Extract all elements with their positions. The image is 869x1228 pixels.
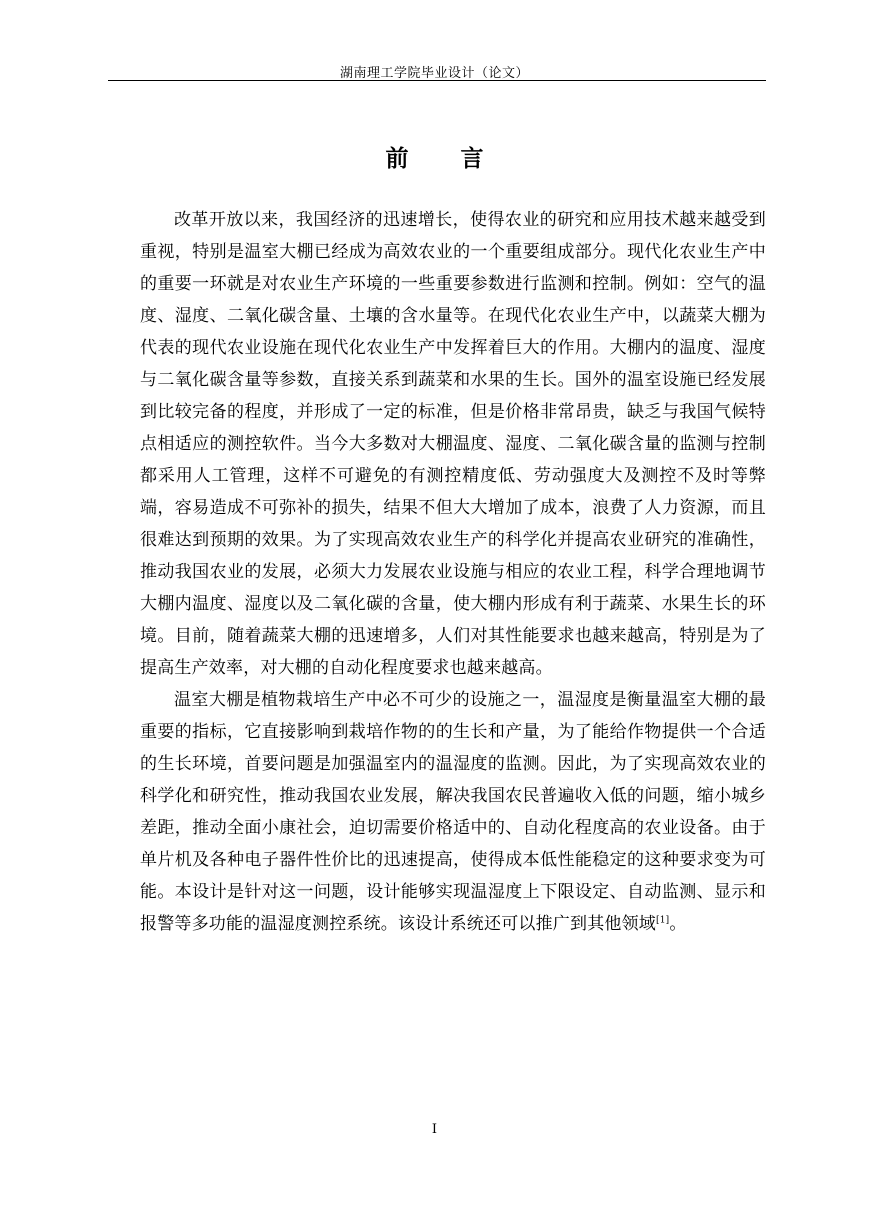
citation-ref: [1] <box>656 915 670 926</box>
header-divider <box>108 80 766 81</box>
running-header: 湖南理工学院毕业设计（论文） <box>339 66 529 81</box>
section-title: 前 言 <box>385 145 506 172</box>
paragraph-2-tail: 。 <box>669 914 687 934</box>
page-number: I <box>431 1122 438 1137</box>
paragraph-2 <box>140 684 766 940</box>
paragraph-2-text: 温室大棚是植物栽培生产中必不可少的设施之一，温湿度是衡量温室大棚的最重要的指标，它直接影响到栽培作物的的生长和产量，为了能给作物提供一个合适的生长环境，首要问题是加强温室内的温湿度的监测。因此，为了实现高效农业的科学化和研究性，推动我国农业发展，解决我国农民普遍收入低的问题，缩小城乡差距，推动全面小康社会，迫切需要价格适中的、自动化程度高的农业设备。由于单片机及各种电子器件性价比的迅速提高，使得成本低性能稳定的这种要求变为可能。本设计是针对这一问题，设计能够实现温湿度上下限设定、自动监测、显示和报警等多功能的温湿度测控系统。该设计系统还可以推广到其他领域 <box>140 690 766 934</box>
paragraph-1: 改革开放以来，我国经济的迅速增长，使得农业的研究和应用技术越来越受到重视，特别是温室大棚已经成为高效农业的一个重要组成部分。现代化农业生产中的重要一环就是对农业生产环境的一些重要参数进行监测和控制。例如：空气的温度、湿度、二氧化碳含量、土壤的含水量等。在现代化农业生产中，以蔬菜大棚为代表的现代农业设施在现代化农业生产中发挥着巨大的作用。大棚内的温度、湿度与二氧化碳含量等参数，直接关系到蔬菜和水果的生长。国外的温室设施已经发展到比较完备的程度，并形成了一定的标准，但是价格非常昂贵，缺乏与我国气候特点相适应的测控软件。当今大多数对大棚温度、湿度、二氧化碳含量的监测与控制都采用人工管理，这样不可避免的有测控精度低、劳动强度大及测控不及时等弊端，容易造成不可弥补的损失，结果不但大大增加了成本，浪费了人力资源，而且很难达到预期的效果。为了实现高效农业生产的科学化并提高农业研究的准确性，推动我国农业的发展，必须大力发展农业设施与相应的农业工程，科学合理地调节大棚内温度、湿度以及二氧化碳的含量，使大棚内形成有利于蔬菜、水果生长的环境。目前，随着蔬菜大棚的迅速增多，人们对其性能要求也越来越高，特别是为了提高生产效率，对大棚的自动化程度要求也越来越高。 <box>140 210 766 678</box>
body-text <box>140 204 766 940</box>
